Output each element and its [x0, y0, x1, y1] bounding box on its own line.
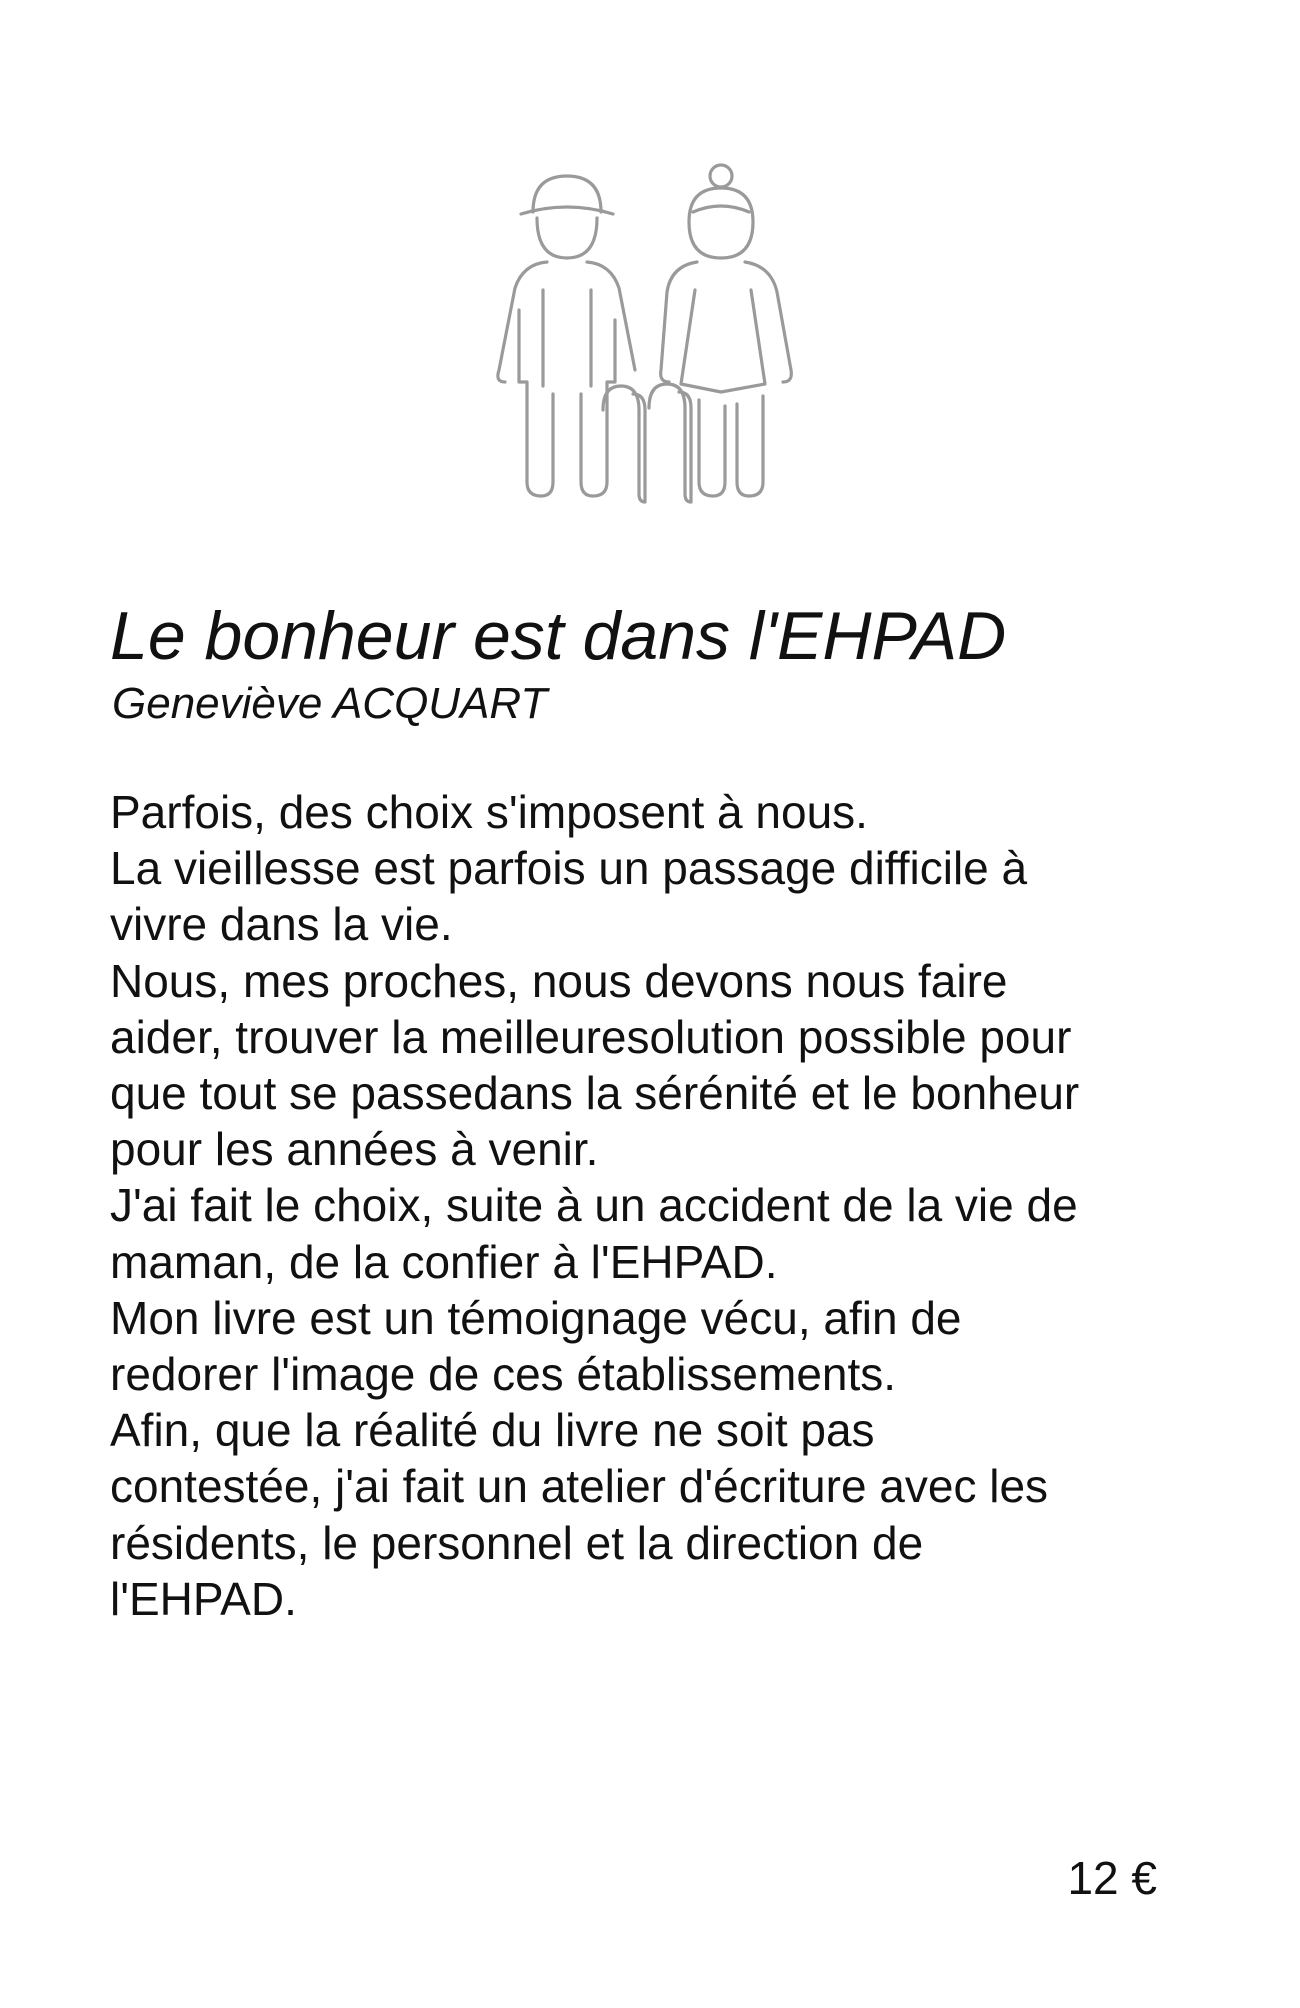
- book-title: Le bonheur est dans l'EHPAD: [110, 598, 1007, 674]
- blurb-line: aider, trouver la meilleuresolution possible pour: [110, 1010, 1072, 1063]
- blurb-line: Afin, que la réalité du livre ne soit pas: [110, 1404, 875, 1457]
- blurb-line: J'ai fait le choix, suite à un accident de la vie de: [110, 1179, 1078, 1232]
- book-author: Geneviève ACQUART: [112, 679, 548, 728]
- woman-cane: [649, 384, 691, 502]
- man-cane: [603, 386, 645, 502]
- blurb-line: que tout se passedans la sérénité et le bonheur: [110, 1067, 1080, 1120]
- blurb-line: La vieillesse est parfois un passage difficile à: [110, 842, 1028, 895]
- man-body: [498, 262, 635, 496]
- book-blurb: [110, 784, 1190, 1627]
- man-hat-brim: [521, 207, 613, 214]
- blurb-line: vivre dans la vie.: [110, 898, 453, 951]
- blurb-line: Mon livre est un témoignage vécu, afin de: [110, 1291, 962, 1344]
- blurb-line: l'EHPAD.: [110, 1572, 297, 1625]
- elderly-couple-icon: [485, 160, 805, 530]
- book-price: 12 €: [1067, 1852, 1157, 1904]
- blurb-line: résidents, le personnel et la direction de: [110, 1516, 924, 1569]
- man-head: [537, 218, 597, 258]
- blurb-line: maman, de la confier à l'EHPAD.: [110, 1235, 778, 1288]
- blurb-line: Nous, mes proches, nous devons nous faire: [110, 954, 1008, 1007]
- blurb-line: Parfois, des choix s'imposent à nous.: [110, 786, 868, 838]
- blurb-line: redorer l'image de ces établissements.: [110, 1348, 897, 1401]
- woman-head: [689, 188, 753, 258]
- man-arm-inner: [543, 290, 591, 386]
- blurb-line: contestée, j'ai fait un atelier d'écriture avec les: [110, 1460, 1049, 1513]
- blurb-line: pour les années à venir.: [110, 1123, 599, 1176]
- woman-hair: [693, 206, 749, 212]
- woman-bun: [710, 165, 732, 187]
- woman-legs: [699, 396, 763, 496]
- woman-body: [661, 262, 792, 392]
